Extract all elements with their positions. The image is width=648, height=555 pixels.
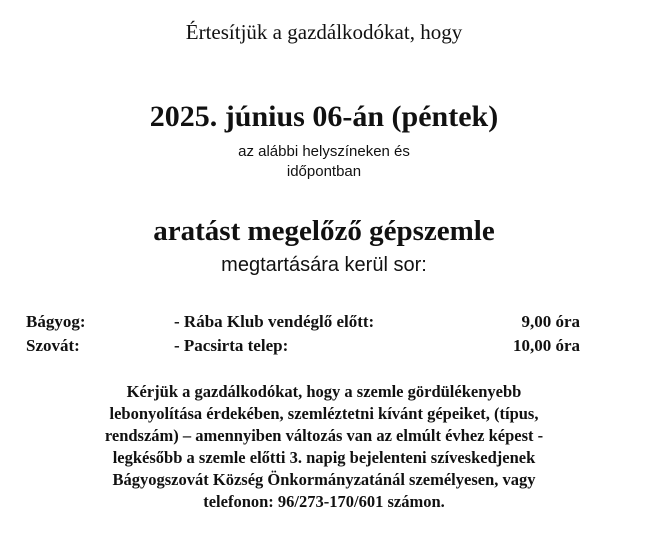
schedule-row-bagyog	[0, 312, 648, 336]
notice-line: Bágyogszovát Község Önkormányzatánál személyesen, vagy	[112, 470, 536, 489]
schedule-place: Szovát:	[26, 336, 80, 355]
notice-line: Kérjük a gazdálkodókat, hogy a szemle gördülékenyebb	[126, 382, 522, 401]
location-note-line-1: az alábbi helyszíneken és	[238, 143, 410, 160]
schedule-time: 9,00 óra	[521, 312, 580, 331]
notice-line: legkésőbb a szemle előtti 3. napig bejelenteni szíveskedjenek	[112, 448, 536, 467]
notice-line: lebonyolítása érdekében, szemléztetni kívánt gépeiket, (típus,	[109, 404, 539, 423]
schedule-row-szovat	[0, 336, 648, 360]
schedule-time: 10,00 óra	[512, 336, 580, 355]
event-date: 2025. június 06-án (péntek)	[149, 100, 499, 133]
notice-paragraph	[50, 381, 598, 513]
event-title: aratást megelőző gépszemle	[153, 215, 495, 247]
schedule-venue: - Rába Klub vendéglő előtt:	[174, 312, 375, 331]
schedule-place: Bágyog:	[26, 312, 86, 331]
intro-text: Értesítjük a gazdálkodókat, hogy	[185, 20, 463, 44]
location-note-line-2: időpontban	[286, 163, 362, 180]
notice-line: rendszám) – amennyiben változás van az elmúlt évhez képest -	[104, 426, 544, 445]
event-subtitle: megtartására kerül sor:	[221, 254, 427, 276]
notice-line: telefonon: 96/273-170/601 számon.	[203, 492, 445, 511]
schedule-venue: - Pacsirta telep:	[174, 336, 289, 355]
